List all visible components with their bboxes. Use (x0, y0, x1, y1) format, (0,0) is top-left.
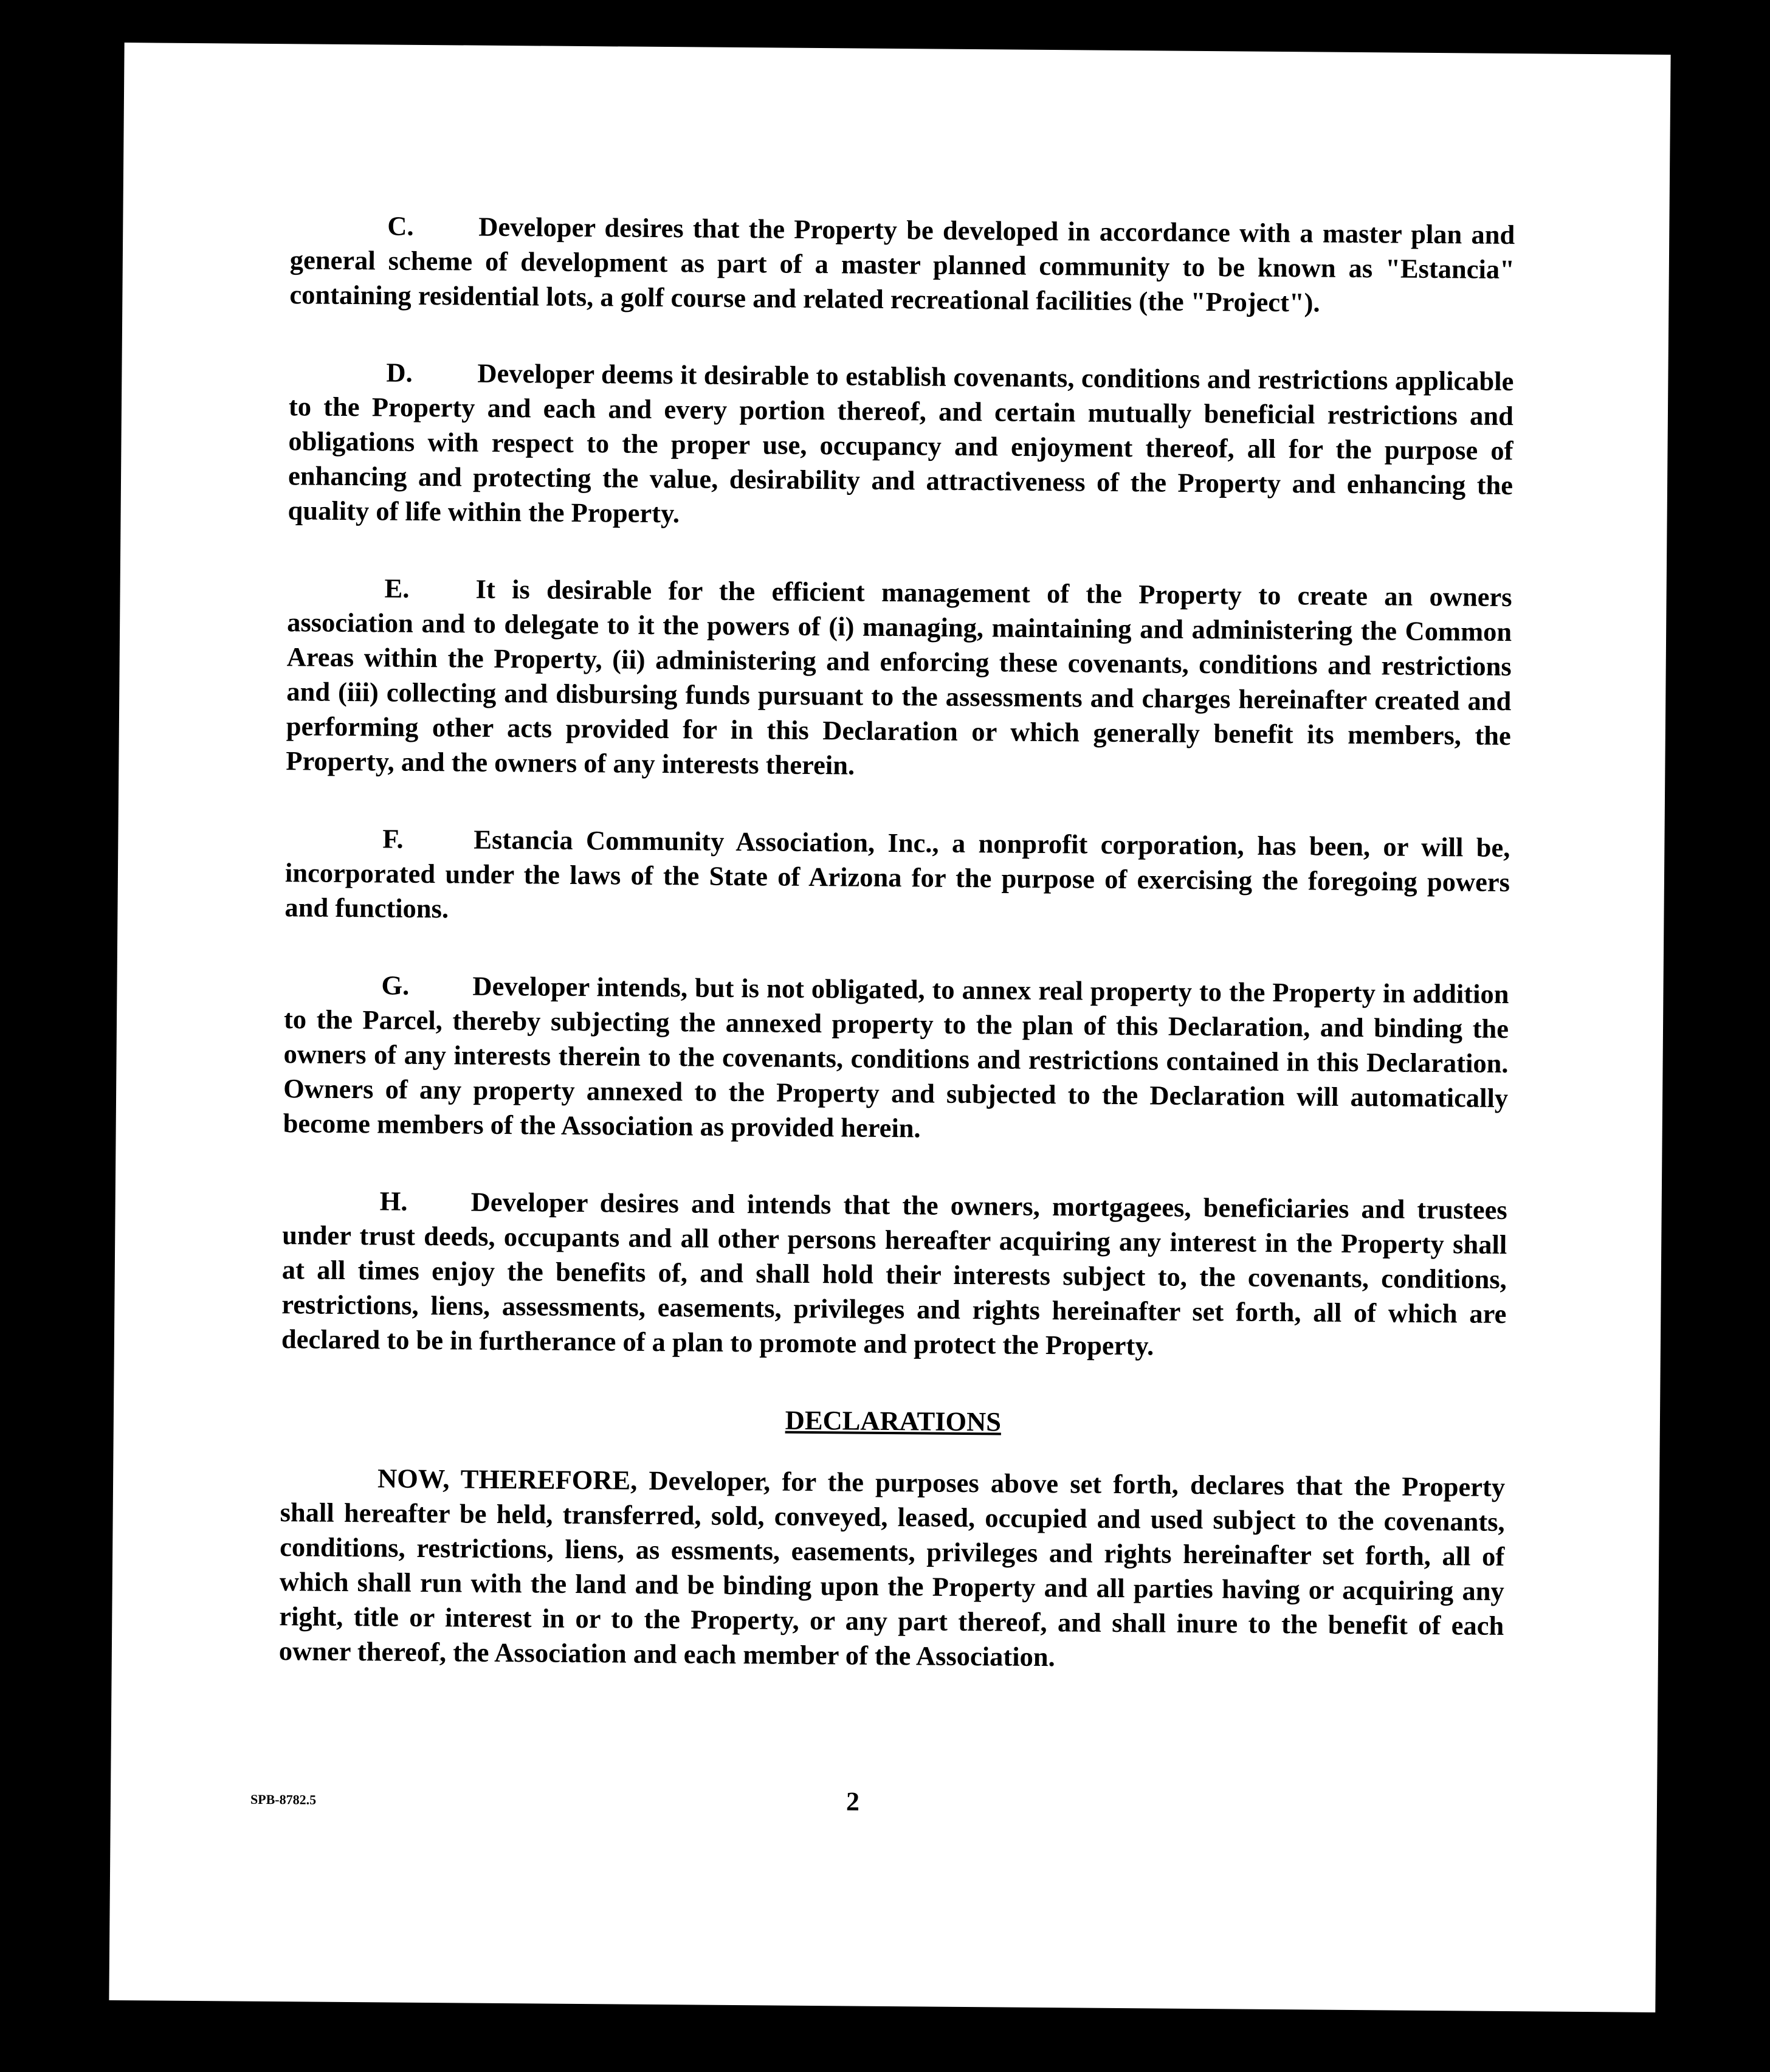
recital-c (289, 208, 1515, 322)
recital-letter: C. (387, 210, 414, 241)
recital-letter: G. (381, 970, 410, 1001)
recital-letter: H. (379, 1186, 408, 1217)
recital-text: Developer desires that the Property be developed in accordance with a master plan and general scheme of development as part of a master planned community to be known as "Estancia" containing residential lots, a golf course and related recreational facilities (the "Project"). (289, 211, 1515, 318)
declarations-heading: DECLARATIONS (785, 1404, 1002, 1437)
recital-g (283, 967, 1509, 1150)
recital-text: Estancia Community Association, Inc., a nonprofit corporation, has been, or will be, incorporated under the laws of the State of Arizona for the purpose of exercising the foregoing powers and functions. (284, 824, 1510, 924)
recital-f (284, 821, 1510, 934)
declarations-text: NOW, THEREFORE, Developer, for the purposes above set forth, declares that the Property shall hereafter be held, transferred, sold, conveyed, leased, occupied and used subject to the covenants, conditions, restrictions, liens, as essments, easements, privileges and rights hereinafter set forth, all of which shall run with the land and be binding upon the Property and all parties having or acquiring any right, title or interest in or to the Property, or any part thereof, and shall inure to the benefit of each owner thereof, the Association and each member of the Association. (278, 1463, 1506, 1673)
document-body (278, 208, 1515, 1721)
recital-letter: E. (384, 573, 410, 604)
recital-text: It is desirable for the efficient management of the Property to create an owners association and to delegate to it the powers of (i) managing, maintaining and administering the Common Areas within the Property, (ii) administering and enforcing these covenants, conditions and restrictions and (iii) collecting and disbursing funds pursuant to the assessments and charges hereinafter created and performing other acts provided for in this Declaration or which generally benefit its members, the Property, and the owners of any interests therein. (286, 573, 1512, 781)
recital-text: Developer intends, but is not obligated, to annex real property to the Property in addition to the Parcel, thereby subjecting the annexed property to the plan of this Declaration, and binding the owners of any interests therein to the covenants, conditions and restrictions contained in this Declaration. Owners of any property annexed to the Property and subjected to the Declaration will automatically become members of the Association as provided herein. (283, 970, 1509, 1144)
recital-h (281, 1183, 1507, 1366)
page-number: 2 (845, 1786, 860, 1817)
recital-letter: F. (382, 823, 404, 854)
recital-text: Developer deems it desirable to establish covenants, conditions and restrictions applicable to the Property and each and every portion thereof, and certain mutually beneficial restrictions and obligations with respect to the proper use, occupancy and enjoyment thereof, all for the purpose of enhancing and protecting the value, desirability and attractiveness of the Property and enhancing the quality of life within the Property. (288, 357, 1514, 529)
document-code: SPB-8782.5 (250, 1791, 317, 1808)
recital-letter: D. (386, 357, 413, 388)
recital-text: Developer desires and intends that the owners, mortgagees, beneficiaries and trustees under trust deeds, occupants and all other persons hereafter acquiring any interest in the Property shall at all times enjoy the benefits of, and shall hold their interests subject to, the covenants, conditions, restrictions, liens, assessments, easements, privileges and rights hereinafter set forth, all of which are declared to be in furtherance of a plan to promote and protect the Property. (281, 1186, 1507, 1361)
document-page (109, 43, 1670, 2012)
recital-e (286, 570, 1512, 788)
recital-d (288, 354, 1513, 537)
